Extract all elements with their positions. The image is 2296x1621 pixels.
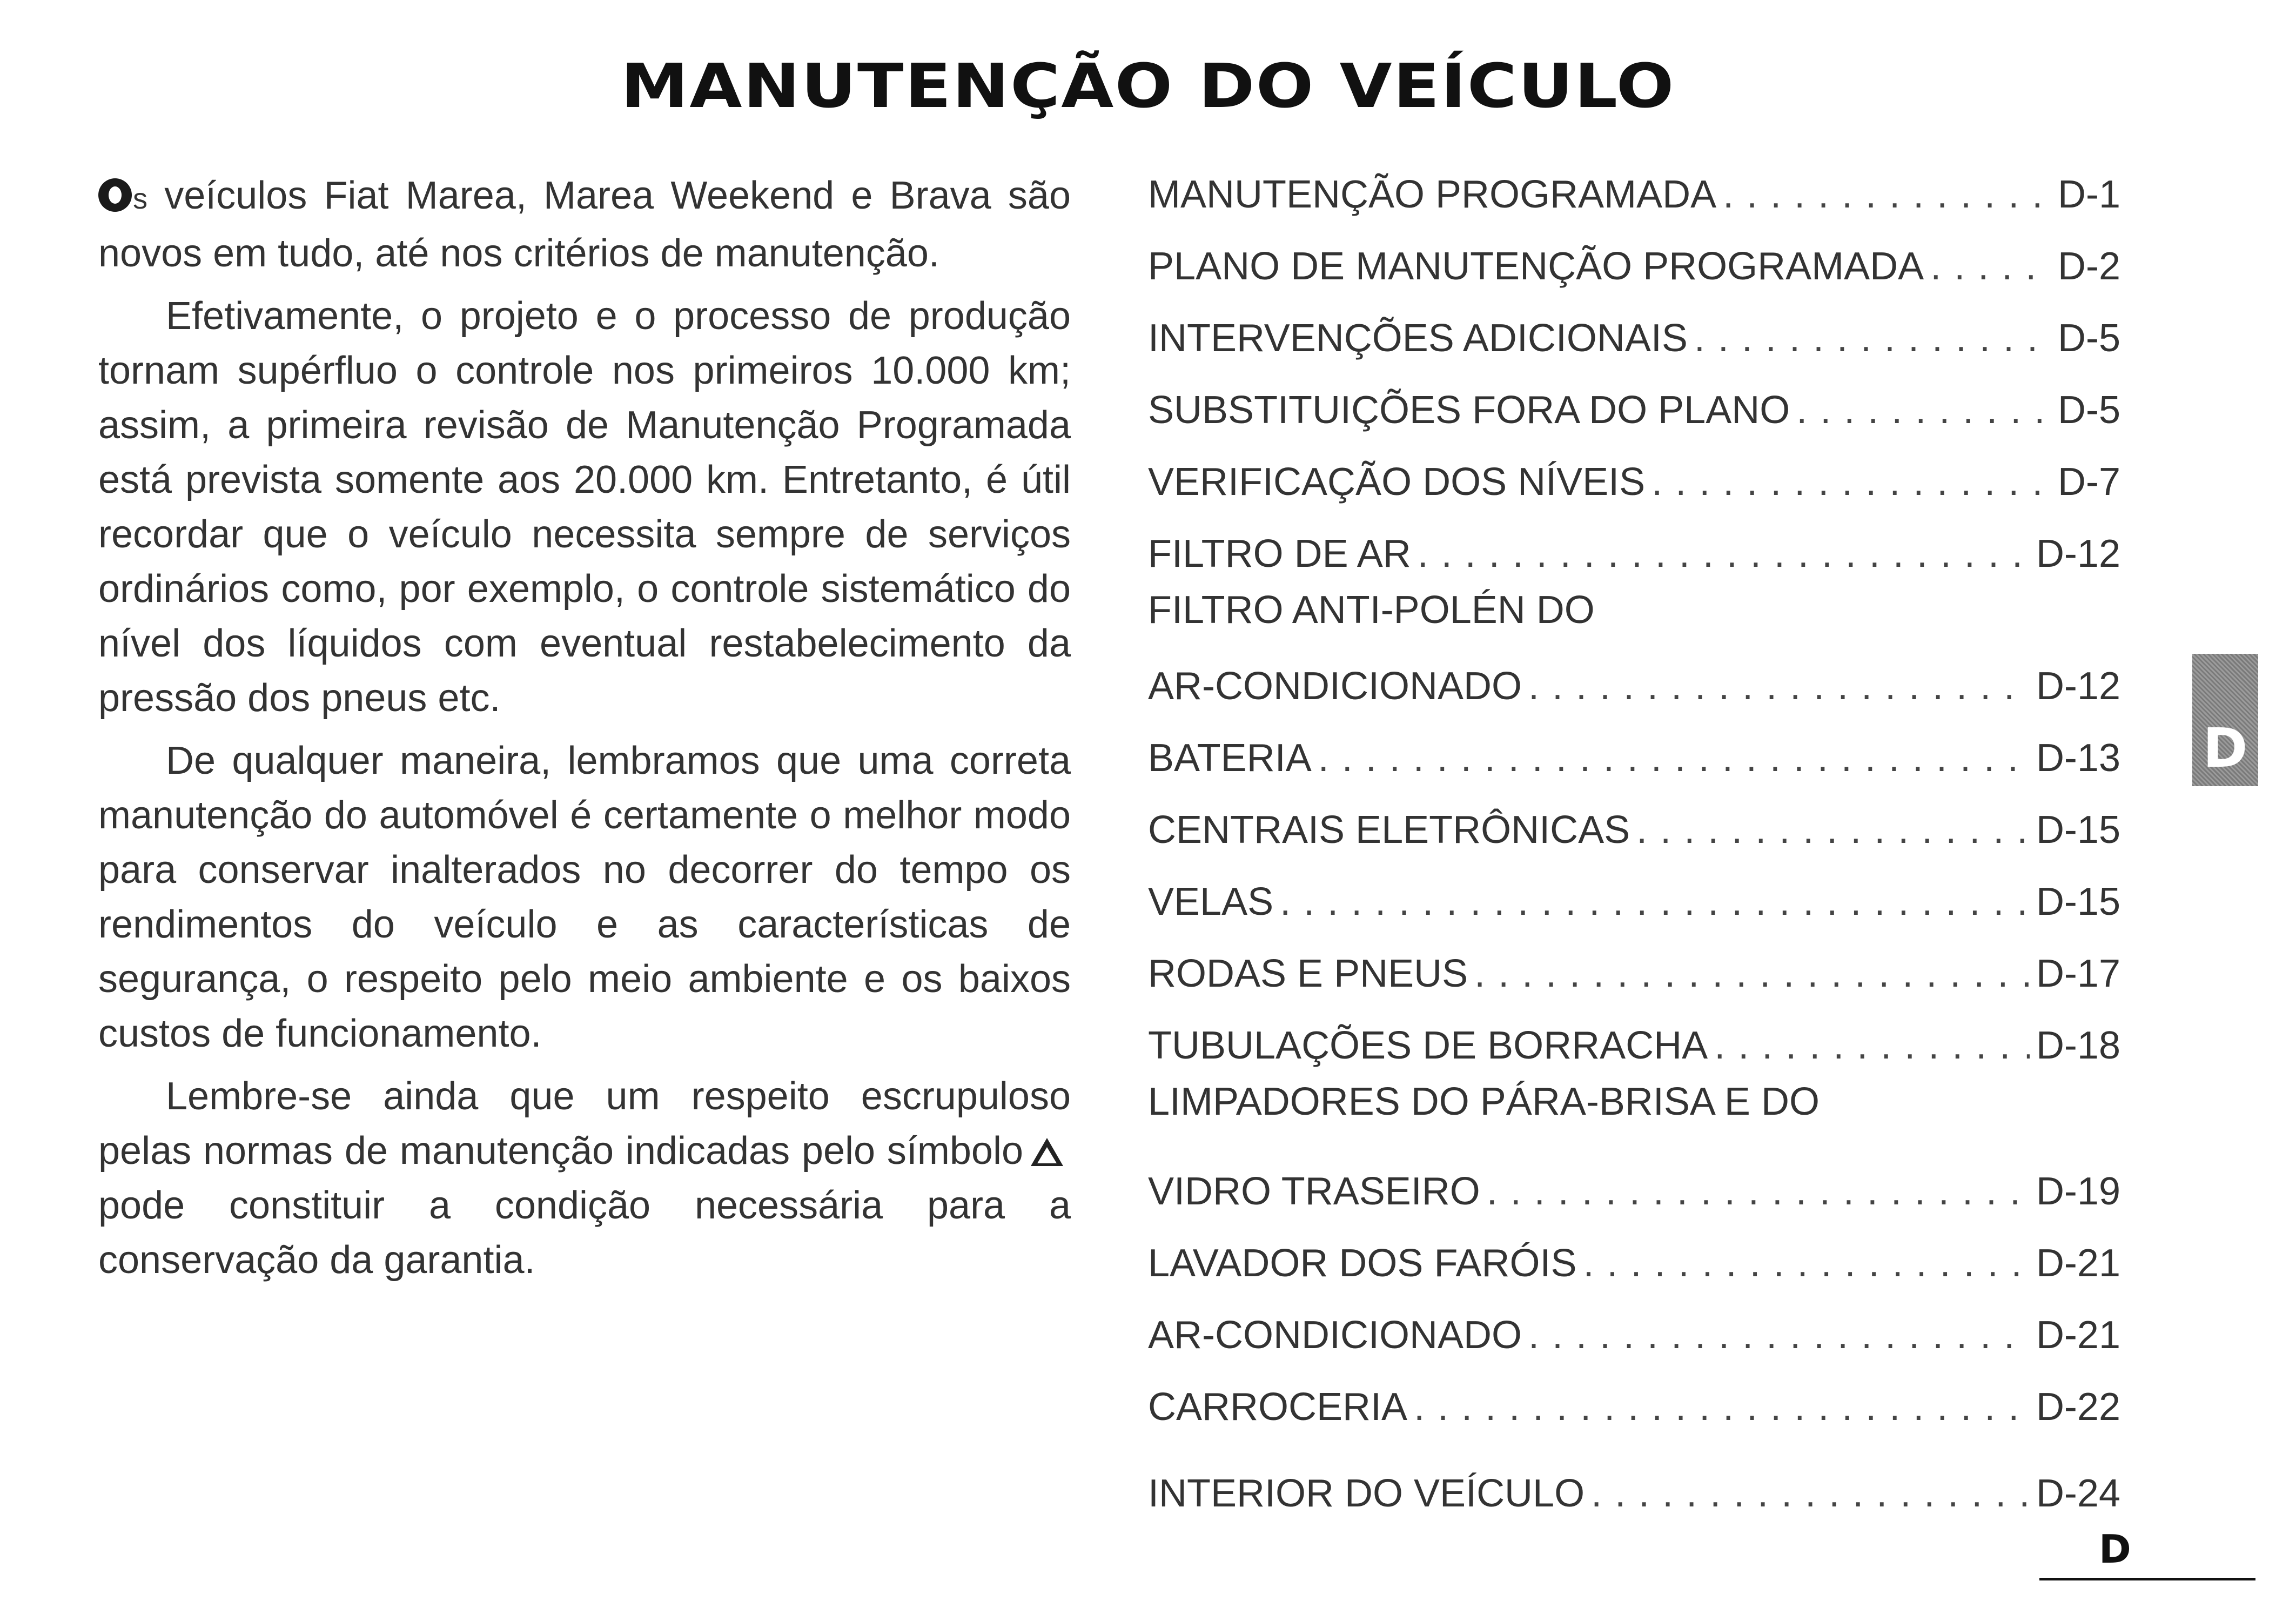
- footer-rule: [2039, 1578, 2255, 1580]
- toc-item[interactable]: MANUTENÇÃO PROGRAMADA . . . D-1: [1148, 157, 2120, 229]
- toc-item[interactable]: TUBULAÇÕES DE BORRACHA . . . D-18: [1148, 1008, 2120, 1080]
- page-title: MANUTENÇÃO DO VEÍCULO: [621, 51, 1675, 122]
- toc-item[interactable]: BATERIA . . . D-13: [1148, 720, 2120, 792]
- intro-paragraph-2: Efetivamente, o projeto e o processo de produção tornam supérfluo o controle nos primeiros 10.000 km; assim, a primeira revisão de Manutenção Programada está prevista somente aos 20.000 km. Entretanto, é útil recordar que o veículo necessita sempre de serviços ordinários como, por exemplo, o controle sistemático do nível dos líquidos com eventual restabelecimento da pressão dos pneus etc.: [98, 294, 1071, 720]
- toc-item[interactable]: PLANO DE MANUTENÇÃO PROGRAMADA . . . D-2: [1148, 229, 2120, 300]
- footer-section-letter: D: [2099, 1526, 2131, 1572]
- warning-triangle-icon: [1031, 1138, 1063, 1166]
- intro-paragraph-4: Lembre-se ainda que um respeito escrupuloso pelas normas de manutenção indicadas pelo símbolopode constituir a condição necessária para a conservação da garantia.: [98, 1075, 1071, 1282]
- toc-item[interactable]: CENTRAIS ELETRÔNICAS . . . D-15: [1148, 792, 2120, 864]
- toc-item[interactable]: FILTRO DE AR . . . D-12: [1148, 516, 2120, 588]
- toc-item[interactable]: INTERIOR DO VEÍCULO . . . D-24: [1148, 1441, 2120, 1528]
- toc-item[interactable]: VELAS . . . D-15: [1148, 864, 2120, 936]
- drop-cap-o-icon: [98, 178, 132, 212]
- toc-item[interactable]: LAVADOR DOS FARÓIS . . . D-21: [1148, 1225, 2120, 1297]
- toc-item[interactable]: FILTRO ANTI-POLÉN DO AR-CONDICIONADO . . . D-12: [1148, 588, 2120, 720]
- toc-item[interactable]: RODAS E PNEUS . . . D-17: [1148, 936, 2120, 1008]
- toc-item[interactable]: AR-CONDICIONADO . . . D-21: [1148, 1297, 2120, 1369]
- toc-item[interactable]: SUBSTITUIÇÕES FORA DO PLANO . . . D-5: [1148, 372, 2120, 444]
- toc-item[interactable]: INTERVENÇÕES ADICIONAIS . . . D-5: [1148, 300, 2120, 372]
- intro-text: [98, 169, 1071, 1296]
- toc-item[interactable]: VERIFICAÇÃO DOS NÍVEIS . . . D-7: [1148, 444, 2120, 516]
- intro-paragraph-1: s veículos Fiat Marea, Marea Weekend e Brava são novos em tudo, até nos critérios de manutenção.: [98, 174, 1071, 275]
- table-of-contents: [1148, 157, 2120, 1528]
- toc-item[interactable]: CARROCERIA . . . D-22: [1148, 1369, 2120, 1441]
- intro-paragraph-3: De qualquer maneira, lembramos que uma correta manutenção do automóvel é certamente o melhor modo para conservar inalterados no decorrer do tempo os rendimentos do veículo e as características de segurança, o respeito pelo meio ambiente e os baixos custos de funcionamento.: [98, 739, 1071, 1055]
- toc-item[interactable]: LIMPADORES DO PÁRA-BRISA E DO VIDRO TRASEIRO . . . D-19: [1148, 1080, 2120, 1225]
- section-tab: D: [2192, 654, 2258, 786]
